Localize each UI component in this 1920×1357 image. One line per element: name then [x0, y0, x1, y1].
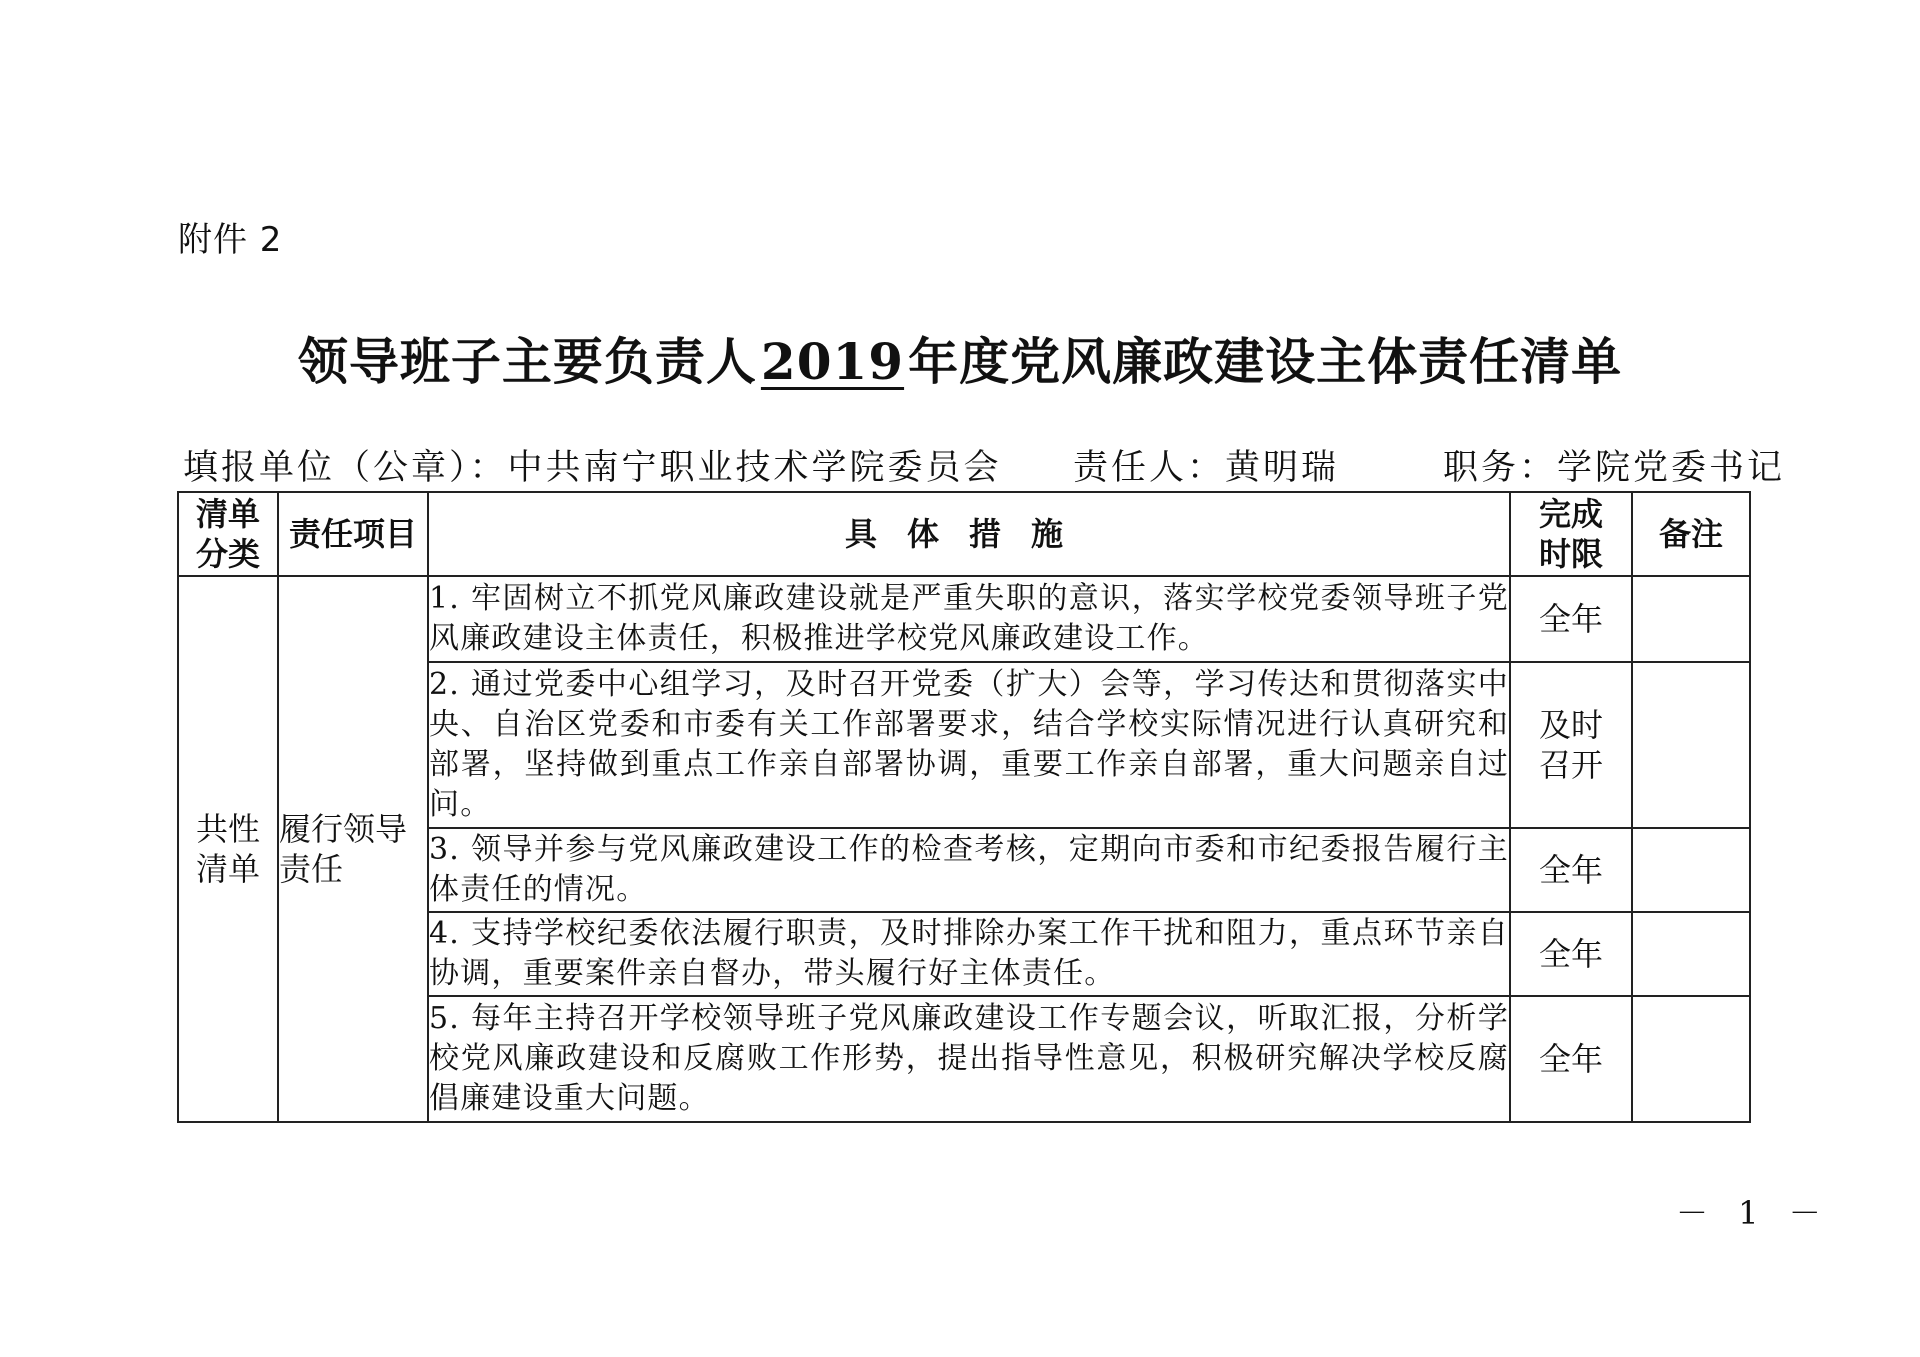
deadline-line2: 召开	[1538, 746, 1603, 784]
deadline-cell	[1510, 996, 1632, 1122]
unit-value: 中共南宁职业技术学院委员会	[507, 448, 1002, 488]
table-row	[178, 576, 1750, 662]
measure-cell: 1. 牢固树立不抓党风廉政建设就是严重失职的意识，落实学校党委领导班子党风廉政建设主体责任，积极推进学校党风廉政建设工作。	[428, 576, 1510, 662]
header-project: 责任项目	[278, 492, 428, 576]
attachment-label: 附件 2	[178, 220, 283, 260]
title-suffix: 年度党风廉政建设主体责任清单	[908, 332, 1623, 391]
header-deadline	[1510, 492, 1632, 576]
deadline-cell	[1510, 912, 1632, 996]
category-line1: 共性	[195, 810, 260, 848]
title-prefix: 领导班子主要负责人	[297, 332, 757, 391]
header-category	[178, 492, 278, 576]
info-row	[183, 440, 1786, 490]
header-deadline-line1: 完成	[1538, 495, 1603, 533]
info-position	[1443, 440, 1785, 490]
remark-cell	[1632, 996, 1750, 1122]
position-label: 职务：	[1443, 448, 1558, 488]
header-category-line1: 清单	[195, 495, 260, 533]
remark-cell	[1632, 828, 1750, 912]
category-cell	[178, 576, 278, 1122]
deadline-line1: 及时	[1538, 706, 1603, 744]
remark-cell	[1632, 576, 1750, 662]
header-deadline-line2: 时限	[1538, 535, 1603, 573]
deadline-line1: 全年	[1538, 600, 1603, 638]
title-year: 2019	[760, 332, 905, 391]
info-person	[1073, 440, 1443, 490]
header-remark: 备注	[1632, 492, 1750, 576]
header-category-line2: 分类	[195, 535, 260, 573]
measure-cell: 3. 领导并参与党风廉政建设工作的检查考核，定期向市委和市纪委报告履行主体责任的情况。	[428, 828, 1510, 912]
unit-label: 填报单位（公章）：	[183, 448, 508, 488]
project-cell: 履行领导责任	[278, 576, 428, 1122]
position-value: 学院党委书记	[1557, 448, 1786, 488]
person-label: 责任人：	[1073, 448, 1226, 488]
deadline-cell	[1510, 828, 1632, 912]
person-value: 黄明瑞	[1225, 448, 1340, 488]
measure-cell: 2. 通过党委中心组学习，及时召开党委（扩大）会等，学习传达和贯彻落实中央、自治区党委和市委有关工作部署要求，结合学校实际情况进行认真研究和部署，坚持做到重点工作亲自部署协调，重要工作亲自部署，重大问题亲自过问。	[428, 662, 1510, 828]
deadline-cell	[1510, 662, 1632, 828]
measure-cell: 4. 支持学校纪委依法履行职责，及时排除办案工作干扰和阻力，重点环节亲自协调，重要案件亲自督办，带头履行好主体责任。	[428, 912, 1510, 996]
deadline-line1: 全年	[1538, 1040, 1603, 1078]
deadline-line1: 全年	[1538, 935, 1603, 973]
deadline-cell	[1510, 576, 1632, 662]
category-line2: 清单	[195, 850, 260, 888]
responsibility-table	[177, 491, 1751, 1123]
document-title	[0, 322, 1920, 394]
measure-cell: 5. 每年主持召开学校领导班子党风廉政建设工作专题会议，听取汇报，分析学校党风廉政建设和反腐败工作形势，提出指导性意见，积极研究解决学校反腐倡廉建设重大问题。	[428, 996, 1510, 1122]
remark-cell	[1632, 662, 1750, 828]
table-header-row	[178, 492, 1750, 576]
header-measures: 具体措施	[428, 492, 1510, 576]
remark-cell	[1632, 912, 1750, 996]
deadline-line1: 全年	[1538, 851, 1603, 889]
page-number: － 1 －	[1676, 1194, 1831, 1232]
info-unit	[183, 440, 1073, 490]
